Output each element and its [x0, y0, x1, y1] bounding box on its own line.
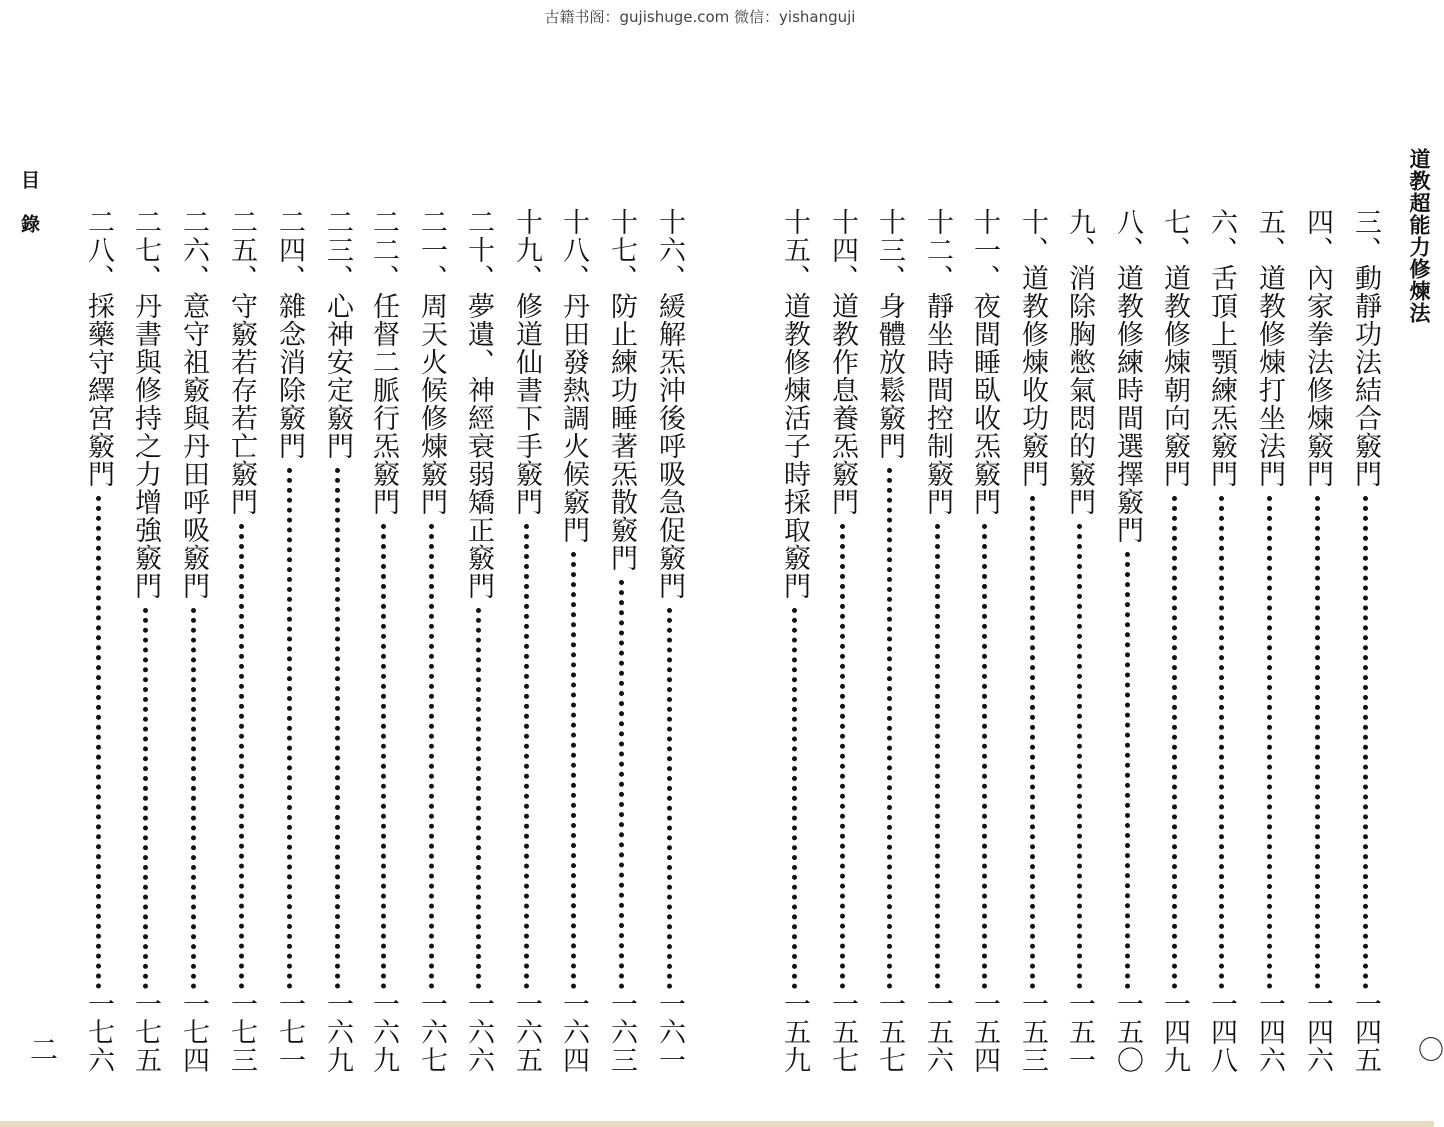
dot-leader [935, 524, 946, 989]
toc-entry-title: 二二、任督二脈行炁竅門 [369, 208, 399, 520]
toc-entry-title: 十四、道教作息養炁竅門 [828, 208, 858, 520]
toc-entry-title: 十、道教修煉收功竅門 [1018, 208, 1048, 492]
toc-entry-title: 六、舌頂上顎練炁竅門 [1207, 208, 1237, 492]
toc-entry-page: 一五〇 [1113, 990, 1143, 1074]
dot-leader [381, 524, 392, 989]
toc-entry-title: 八、道教修練時間選擇竅門 [1113, 208, 1143, 548]
toc-entry-title: 二十、夢遺、神經衰弱矯正竅門 [464, 208, 494, 604]
section-label: 目錄 [18, 170, 40, 258]
toc-entry-title: 十一、夜間睡臥收炁竅門 [970, 208, 1000, 520]
toc-entry-page: 一五四 [970, 990, 1000, 1074]
toc-entry [1011, 208, 1055, 993]
toc-entry-page: 一七五 [131, 990, 161, 1074]
toc-entry [1200, 208, 1244, 993]
dot-leader [1267, 496, 1278, 989]
toc-entry-title: 二七、丹書與修持之力增強竅門 [131, 208, 161, 604]
dot-leader [1219, 496, 1230, 989]
toc-entry-page: 一七一 [275, 990, 305, 1074]
toc-entry-page: 一六九 [369, 990, 399, 1074]
toc-entry-page: 一六一 [655, 990, 685, 1074]
dot-leader [524, 524, 535, 989]
toc-entry [1248, 208, 1292, 993]
toc-entry-page: 一四八 [1207, 990, 1237, 1074]
dot-leader [191, 608, 202, 989]
toc-entry-page: 一四五 [1351, 990, 1381, 1074]
toc-entry [124, 208, 168, 993]
dot-leader [1030, 496, 1041, 989]
toc-entry [1058, 208, 1102, 993]
book-title: 道教超能力修煉法 [1407, 148, 1432, 324]
toc-entry [1153, 208, 1197, 993]
toc-entry [916, 208, 960, 993]
dot-leader [429, 524, 440, 989]
toc-entry-title: 二五、守竅若存若亡竅門 [227, 208, 257, 520]
toc-entry [868, 208, 912, 993]
toc-entry [600, 208, 644, 993]
toc-entry-page: 一五六 [923, 990, 953, 1074]
toc-entry-title: 三、動靜功法結合竅門 [1351, 208, 1381, 492]
toc-entry [457, 208, 501, 993]
toc-entry-page: 一六三 [607, 990, 637, 1074]
toc-entry [821, 208, 865, 993]
toc-entry-page: 一四六 [1255, 990, 1285, 1074]
toc-entry-page: 一五七 [875, 990, 905, 1074]
toc-entry-page: 一六五 [512, 990, 542, 1074]
dot-leader [667, 608, 678, 989]
toc-entry [172, 208, 216, 993]
dot-leader [1125, 552, 1136, 989]
toc-entry-title: 七、道教修煉朝向竅門 [1160, 208, 1190, 492]
dot-leader [571, 552, 582, 989]
toc-entry [963, 208, 1007, 993]
dot-leader [619, 580, 630, 989]
toc-entry-title: 九、消除胸憋氣悶的竅門 [1065, 208, 1095, 520]
toc-entry-title: 十六、緩解炁沖後呼吸急促竅門 [655, 208, 685, 604]
toc-entry-title: 十九、修道仙書下手竅門 [512, 208, 542, 520]
toc-entry-page: 一七三 [227, 990, 257, 1074]
toc-entry-page: 一五九 [780, 990, 810, 1074]
toc-entry-page: 一六九 [323, 990, 353, 1074]
toc-entry [773, 208, 817, 993]
dot-leader [1363, 496, 1374, 989]
right-page-number: 〇 [1418, 1036, 1444, 1066]
toc-entry-title: 十八、丹田發熱調火候竅門 [559, 208, 589, 548]
toc-entry-page: 一五七 [828, 990, 858, 1074]
toc-entry [316, 208, 360, 993]
toc-entry-title: 四、內家拳法修煉竅門 [1303, 208, 1333, 492]
toc-entry-title: 十七、防止練功睡著炁散竅門 [607, 208, 637, 576]
toc-entry-title: 二六、意守祖竅與丹田呼吸竅門 [179, 208, 209, 604]
toc-entry-page: 一四九 [1160, 990, 1190, 1074]
dot-leader [476, 608, 487, 989]
toc-entry-title: 五、道教修煉打坐法門 [1255, 208, 1285, 492]
toc-entry-page: 一七六 [84, 990, 114, 1074]
toc-entry-page: 一六六 [464, 990, 494, 1074]
toc-entry-title: 二四、雜念消除竅門 [275, 208, 305, 464]
dot-leader [982, 524, 993, 989]
dot-leader [96, 496, 107, 989]
toc-entry [1296, 208, 1340, 993]
toc-entry-page: 一六四 [559, 990, 589, 1074]
left-page-number: 二 [26, 1035, 59, 1063]
dot-leader [1172, 496, 1183, 989]
dot-leader [1077, 524, 1088, 989]
toc-entry [505, 208, 549, 993]
dot-leader [840, 524, 851, 989]
toc-entry-title: 二一、周天火候修煉竅門 [417, 208, 447, 520]
toc-entry-page: 一五三 [1018, 990, 1048, 1074]
toc-entry [1344, 208, 1388, 993]
watermark: 古籍书阁：gujishuge.com 微信：yishanguji [544, 8, 856, 26]
toc-entry-title: 二八、採藥守繹宮竅門 [84, 208, 114, 492]
toc-entry [268, 208, 312, 993]
dot-leader [143, 608, 154, 989]
page-edge [0, 1121, 1434, 1127]
dot-leader [287, 468, 298, 989]
toc-entry-title: 十二、靜坐時間控制竅門 [923, 208, 953, 520]
toc-entry [648, 208, 692, 993]
dot-leader [239, 524, 250, 989]
toc-entry [77, 208, 121, 993]
dot-leader [1315, 496, 1326, 989]
toc-entry-title: 十三、身體放鬆竅門 [875, 208, 905, 464]
toc-entry-title: 十五、道教修煉活子時採取竅門 [780, 208, 810, 604]
toc-entry-page: 一六七 [417, 990, 447, 1074]
toc-entry-title: 二三、心神安定竅門 [323, 208, 353, 464]
toc-entry-page: 一七四 [179, 990, 209, 1074]
dot-leader [887, 468, 898, 989]
toc-entry [552, 208, 596, 993]
toc-entry-page: 一五一 [1065, 990, 1095, 1074]
toc-entry [410, 208, 454, 993]
toc-entry [220, 208, 264, 993]
toc-entry-page: 一四六 [1303, 990, 1333, 1074]
dot-leader [335, 468, 346, 989]
toc-entry [362, 208, 406, 993]
dot-leader [792, 608, 803, 989]
toc-entry [1106, 208, 1150, 993]
